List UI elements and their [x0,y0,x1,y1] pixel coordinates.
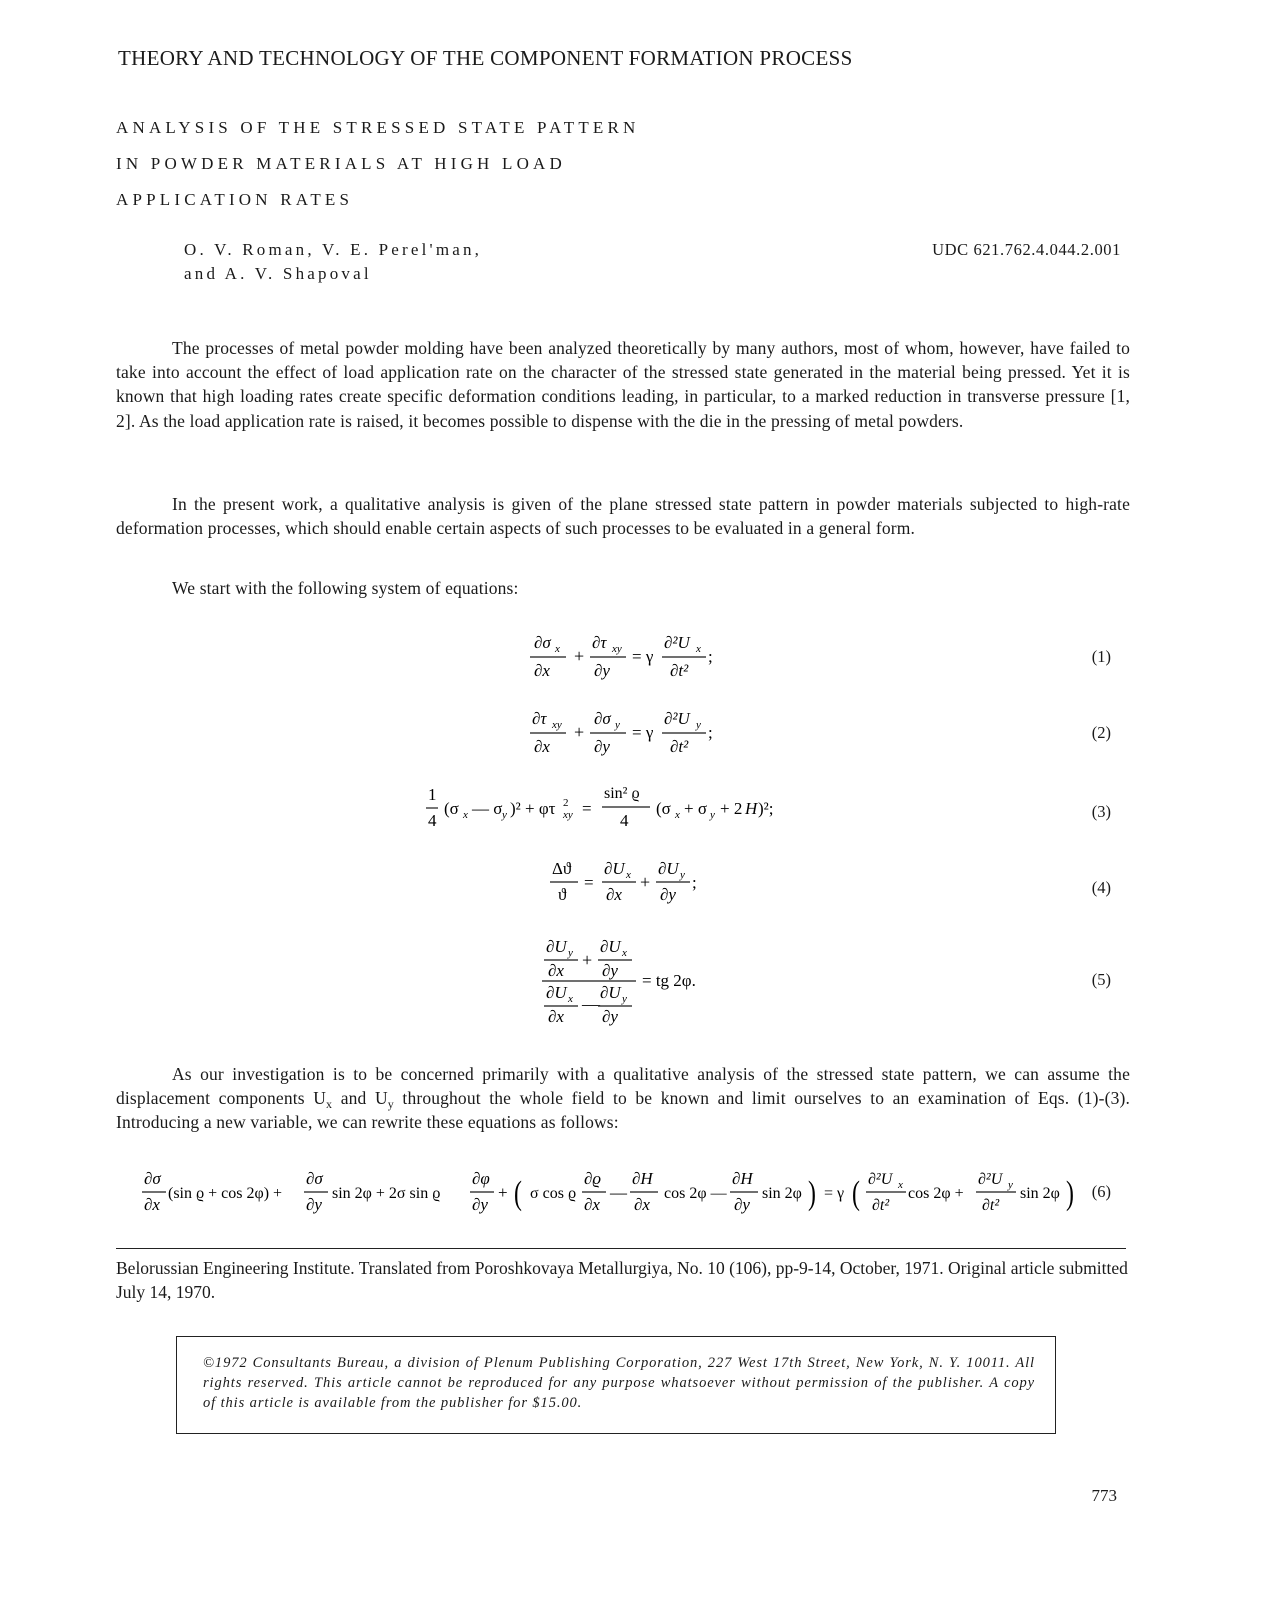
svg-text:sin 2φ + 2σ sin ϱ: sin 2φ + 2σ sin ϱ [332,1185,441,1202]
svg-text:∂U: ∂U [658,859,679,878]
svg-text:y: y [568,947,573,959]
svg-text:Δϑ: Δϑ [552,859,572,878]
equation-2-label: (2) [1091,723,1111,742]
svg-text:— σ: — σ [472,799,503,818]
svg-text:∂²U: ∂²U [664,633,690,652]
paragraph-4-sub-y: y [387,1097,394,1112]
equation-1 [520,624,740,686]
equation-1-label: (1) [1091,647,1111,666]
svg-text:∂x: ∂x [534,737,550,756]
svg-text:∂σ: ∂σ [594,709,611,728]
section-header: THEORY AND TECHNOLOGY OF THE COMPONENT FORMATION PROCESS [118,46,853,70]
svg-text:+: + [582,950,593,970]
svg-text:∂H: ∂H [732,1169,753,1188]
article-title-line-2: IN POWDER MATERIALS AT HIGH LOAD [116,154,566,173]
article-title-line-3: APPLICATION RATES [116,190,354,209]
svg-text:;: ; [708,647,713,666]
svg-text:∂t²: ∂t² [872,1197,890,1214]
svg-text:∂x: ∂x [584,1195,600,1214]
equation-5-label: (5) [1091,970,1111,989]
svg-text:4: 4 [428,811,437,830]
svg-text:∂x: ∂x [144,1195,160,1214]
copyright-box [176,1336,1056,1434]
svg-text:∂x: ∂x [534,661,550,680]
paragraph-2-text: In the present work, a qualitative analysis is given of the plane stressed state pattern in powder materials subjected to high-rate deformation processes, which should enable certain aspects of such processes to be evaluated in a general form. [116,494,1130,539]
svg-text:x: x [626,869,631,881]
paragraph-4-text-a: As our investigation is to be concerned primarily with a qualitative analysis of the stressed state pattern, we can assume the displacement components U [116,1064,1130,1109]
svg-text:y: y [622,993,627,1005]
svg-text:x: x [898,1179,903,1191]
svg-text:y: y [696,719,701,731]
svg-text:): ) [1066,1175,1074,1213]
svg-text:—: — [582,994,600,1014]
svg-text:∂²U: ∂²U [664,709,690,728]
paragraph-3 [116,576,1130,600]
svg-text:+ 2: + 2 [720,799,743,818]
svg-text:x: x [555,643,560,655]
svg-text:∂σ: ∂σ [144,1169,161,1188]
svg-text:x: x [696,643,701,655]
equation-4 [546,852,726,912]
svg-text:x: x [675,809,680,821]
svg-text:(sin ϱ + cos 2φ) +: (sin ϱ + cos 2φ) + [168,1185,283,1202]
svg-text:x: x [622,947,627,959]
paragraph-4-text-c: throughout the whole field to be known and limit ourselves to an examination of Eqs. (1)-(3). Introducing a new variable, we can rewrite these equations as follows: [116,1088,1130,1133]
footnote-divider [116,1248,1126,1249]
svg-text:σ cos ϱ: σ cos ϱ [530,1185,577,1202]
svg-text:∂U: ∂U [600,937,621,956]
paragraph-3-text: We start with the following system of equations: [172,578,519,598]
article-title-line-1: ANALYSIS OF THE STRESSED STATE PATTERN [116,118,640,137]
paragraph-2 [116,492,1130,540]
equation-6 [138,1162,1088,1224]
svg-text:): ) [808,1175,816,1213]
svg-text:∂y: ∂y [602,1007,618,1026]
svg-text:xy: xy [563,809,573,821]
equation-5 [540,934,740,1028]
copyright-text: ©1972 Consultants Bureau, a division of Plenum Publishing Corporation, 227 West 17th Street, New York, N. Y. 10011. All rights reserved. This article cannot be reproduced for any purpose whatsoever without permission of the publisher. A copy of this article is available from the publisher for $15.00. [203,1355,1035,1411]
svg-text:∂y: ∂y [594,737,610,756]
svg-text:∂x: ∂x [548,961,564,980]
footnote: Belorussian Engineering Institute. Translated from Poroshkovaya Metallurgiya, No. 10 (106), pp-9-14, October, 1971. Original article submitted July 14, 1970. [116,1258,1128,1302]
svg-text:(: ( [514,1175,522,1213]
svg-text:ϑ: ϑ [558,885,567,904]
svg-text:=: = [584,873,594,892]
svg-text:+: + [574,722,585,742]
svg-text:x: x [463,809,468,821]
svg-text:∂τ: ∂τ [532,709,547,728]
svg-text:2: 2 [563,797,569,809]
svg-text:+: + [498,1183,508,1202]
svg-text:∂U: ∂U [546,983,567,1002]
svg-text:y: y [680,869,685,881]
svg-text:∂²U: ∂²U [978,1171,1003,1188]
svg-text:+: + [640,872,651,892]
svg-text:= γ: = γ [824,1185,845,1202]
svg-text:∂t²: ∂t² [670,737,689,756]
authors-line-2: and A. V. Shapoval [184,264,372,283]
svg-text:(σ: (σ [444,799,459,818]
svg-text:(: ( [852,1175,860,1213]
svg-text:cos 2φ —: cos 2φ — [664,1185,727,1202]
udc-code: UDC 621.762.4.044.2.001 [932,240,1121,259]
svg-text:∂x: ∂x [606,885,622,904]
svg-text:xy: xy [552,719,562,731]
paragraph-4-sub-x: x [326,1097,333,1112]
svg-text:∂y: ∂y [602,961,618,980]
svg-text:∂y: ∂y [594,661,610,680]
svg-text:xy: xy [612,643,622,655]
svg-text:)² + φτ: )² + φτ [510,799,556,818]
equation-3-label: (3) [1091,802,1111,821]
svg-text:;: ; [692,873,697,892]
svg-text:x: x [568,993,573,1005]
equation-2 [520,700,740,762]
svg-text:∂y: ∂y [660,885,676,904]
authors-line-1: O. V. Roman, V. E. Perel'man, [184,240,483,259]
equation-3 [424,776,824,838]
svg-text:∂y: ∂y [472,1195,488,1214]
svg-text:+: + [574,646,585,666]
svg-text:H: H [745,799,758,818]
svg-text:)²;: )²; [758,799,774,818]
svg-text:∂U: ∂U [604,859,625,878]
svg-text:sin 2φ: sin 2φ [762,1185,802,1202]
svg-text:∂y: ∂y [734,1195,750,1214]
svg-text:= γ: = γ [632,723,654,742]
svg-text:∂φ: ∂φ [472,1169,490,1188]
svg-text:y: y [1008,1179,1013,1191]
svg-text:4: 4 [620,811,629,830]
svg-text:cos 2φ +: cos 2φ + [908,1185,964,1202]
svg-text:∂x: ∂x [634,1195,650,1214]
svg-text:;: ; [708,723,713,742]
svg-text:sin 2φ: sin 2φ [1020,1185,1060,1202]
svg-text:y: y [710,809,715,821]
svg-text:∂²U: ∂²U [868,1171,893,1188]
svg-text:(σ: (σ [656,799,671,818]
paragraph-4-text-b: and U [332,1088,388,1109]
paragraph-1 [116,336,1130,433]
svg-text:∂σ: ∂σ [534,633,551,652]
svg-text:∂ϱ: ∂ϱ [584,1169,602,1188]
svg-text:∂σ: ∂σ [306,1169,323,1188]
svg-text:+ σ: + σ [684,799,708,818]
svg-text:∂U: ∂U [600,983,621,1002]
svg-text:∂H: ∂H [632,1169,653,1188]
svg-text:∂y: ∂y [306,1195,322,1214]
svg-text:1: 1 [428,785,437,804]
svg-text:= tg 2φ.: = tg 2φ. [642,971,696,990]
svg-text:∂x: ∂x [548,1007,564,1026]
paragraph-4 [116,1062,1130,1135]
svg-text:—: — [610,1183,627,1202]
svg-text:sin² ϱ: sin² ϱ [604,785,640,802]
svg-text:y: y [502,809,507,821]
svg-text:= γ: = γ [632,647,654,666]
paragraph-1-text: The processes of metal powder molding have been analyzed theoretically by many authors, most of whom, however, have failed to take into account the effect of load application rate on the character of the stressed state generated in the material being pressed. Yet it is known that high loading rates create specific deformation conditions leading, in particular, to a marked reduction in transverse pressure [1, 2]. As the load application rate is raised, it becomes possible to dispense with the die in the pressing of metal powders. [116,338,1130,431]
equation-4-label: (4) [1091,878,1111,897]
svg-text:y: y [615,719,620,731]
svg-text:∂U: ∂U [546,937,567,956]
page-number: 773 [1091,1486,1117,1505]
equation-6-label: (6) [1091,1182,1111,1201]
svg-text:=: = [582,799,592,818]
svg-text:∂τ: ∂τ [592,633,607,652]
svg-text:∂t²: ∂t² [982,1197,1000,1214]
svg-text:∂t²: ∂t² [670,661,689,680]
